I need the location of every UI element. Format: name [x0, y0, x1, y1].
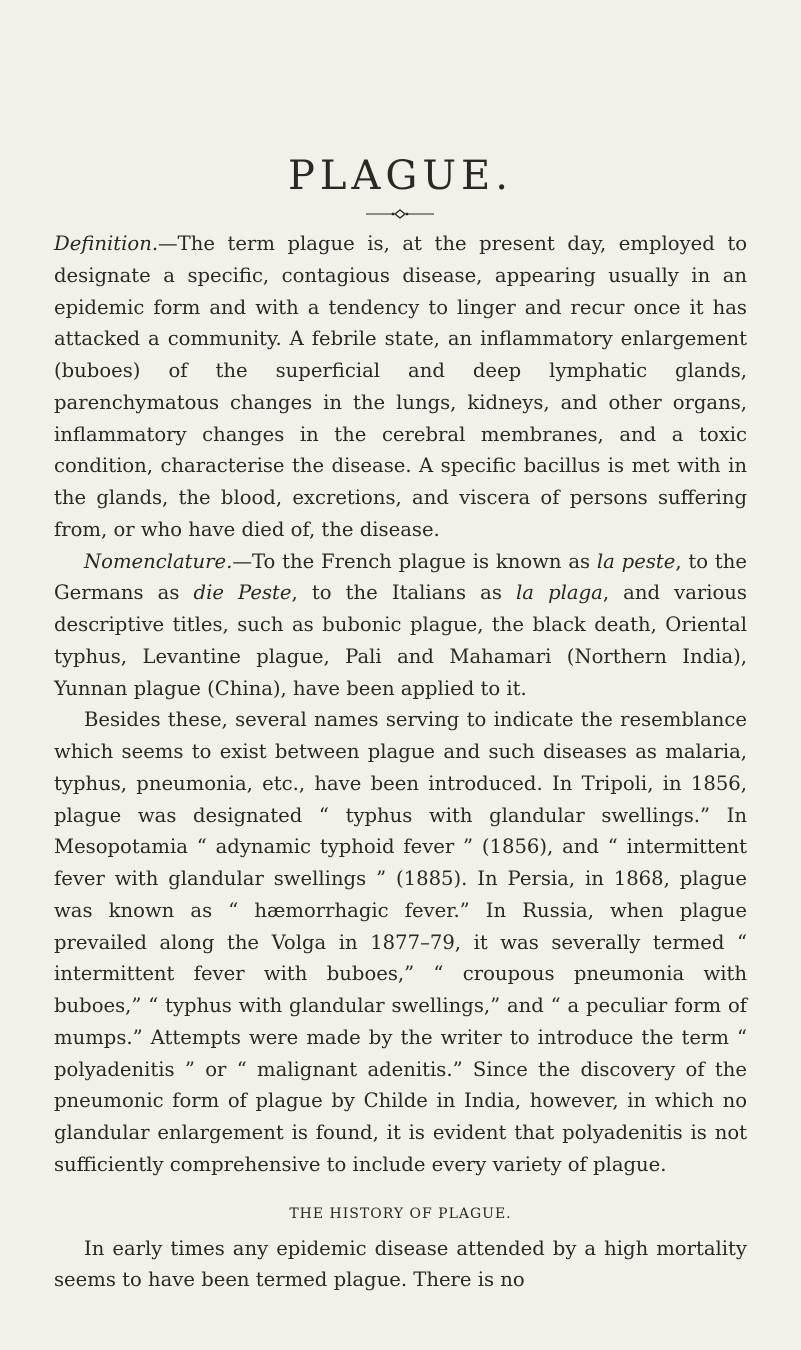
history-heading: THE HISTORY OF PLAGUE. — [289, 1205, 512, 1222]
nomenclature-text-1: —To the French plague is known as — [232, 549, 597, 573]
nomenclature-text-4: , and various descriptive titles, such as bubonic plague, the black death, Oriental typhus, Levantine plague, Pali and Mahamari (Northern India), Yunnan plague (China), have been applied to it. — [54, 581, 747, 700]
history-paragraph: In early times any epidemic disease attended by a high mortality seems to have been termed plague. There is no — [54, 1236, 747, 1292]
nomenclature-paragraph — [54, 546, 747, 705]
definition-text: —The term plague is, at the present day, employed to designate a specific, contagious disease, appearing usually in an epidemic form and with a tendency to linger and recur once it has attacked a community. A febrile state, an inflammatory enlargement (buboes) of the superficial and deep lymphatic glands, parenchymatous changes in the lungs, kidneys, and other organs, inflammatory changes in the cerebral membranes, and a toxic condition, characterise the disease. A specific bacillus is met with in the glands, the blood, excretions, and viscera of persons suffering from, or who have died of, the disease. — [54, 232, 747, 541]
body-text — [54, 228, 747, 1296]
page-title: PLAGUE. — [288, 153, 513, 199]
nomenclature-text-3: , to the Italians as — [291, 581, 517, 605]
german-term: die Peste — [193, 581, 292, 605]
nomenclature-text-2: , to the Germans as — [54, 549, 747, 605]
besides-paragraph: Besides these, several names serving to indicate the resemblance which seems to exist between plague and such diseases as malaria, typhus, pneumonia, etc., have been introduced. In Tripoli, in 1856, plague was designated “ typhus with glandular swellings.” In Mesopotamia “ adynamic typhoid fever ” (1856), and “ intermittent fever with glandular swellings ” (1885). In Persia, in 1868, plague was known as “ hæmorrhagic fever.” In Russia, when plague prevailed along the Volga in 1877–79, it was severally termed “ intermittent fever with buboes,” “ croupous pneumonia with buboes,” “ typhus with glandular swellings,” and “ a peculiar form of mumps.” Attempts were made by the writer to introduce the term “ polyadenitis ” or “ malignant adenitis.” Since the discovery of the pneumonic form of plague by Childe in India, however, in which no glandular enlargement is found, it is evident that polyadenitis is not sufficiently comprehensive to include every variety of plague. — [54, 708, 747, 1176]
italian-term: la plaga — [516, 581, 603, 605]
french-term: la peste — [596, 549, 676, 573]
nomenclature-label: Nomenclature. — [84, 549, 233, 573]
definition-label: Definition. — [54, 232, 159, 255]
diamond-rule-ornament-icon — [366, 209, 434, 219]
definition-paragraph — [54, 228, 747, 546]
